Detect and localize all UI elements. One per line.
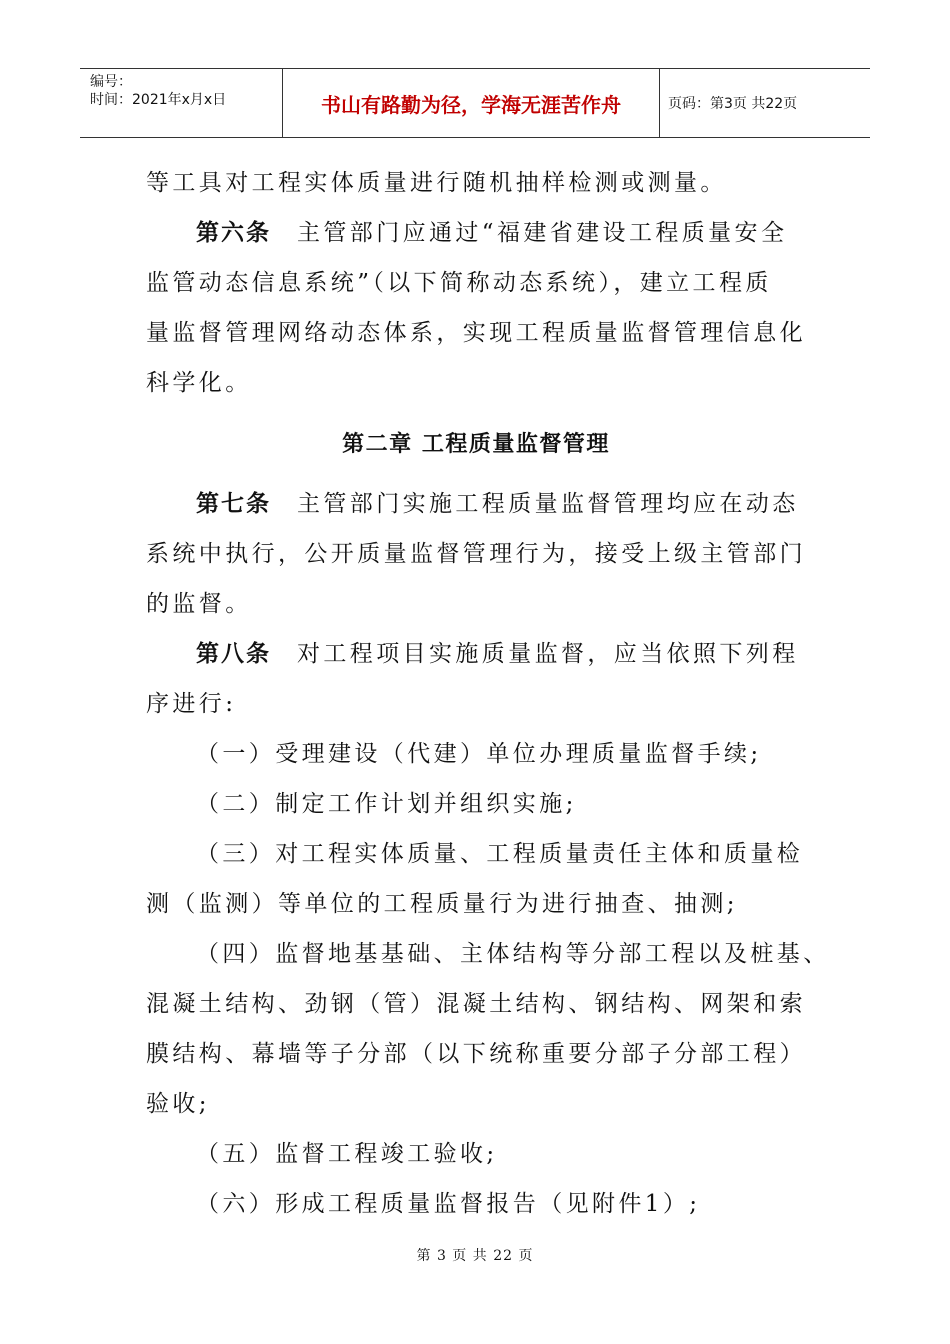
list-item: （四）监督地基基础、主体结构等分部工程以及桩基、: [196, 941, 830, 967]
chapter-heading: 第二章 工程质量监督管理: [342, 432, 610, 457]
list-item: （五）监督工程竣工验收;: [196, 1141, 498, 1167]
paragraph-line: 的监督。: [146, 591, 252, 617]
paragraph-text: 主管部门应通过“福建省建设工程质量安全: [297, 220, 788, 246]
list-item: （二）制定工作计划并组织实施;: [196, 791, 577, 817]
article-title: 第七条: [196, 491, 271, 517]
article-title: 第六条: [196, 220, 271, 246]
paragraph-line: 序进行:: [146, 691, 237, 717]
list-item-continuation: 验收;: [146, 1091, 210, 1117]
article-title: 第八条: [196, 641, 271, 667]
paragraph-text: 对工程项目实施质量监督，应当依照下列程: [297, 641, 799, 667]
list-item: （六）形成工程质量监督报告（见附件1）;: [196, 1191, 701, 1217]
header-page-info: 页码：第3页 共22页: [668, 96, 798, 112]
list-item-continuation: 测（监测）等单位的工程质量行为进行抽查、抽测;: [146, 891, 738, 917]
paragraph-line: 监管动态信息系统”（以下简称动态系统），建立工程质: [146, 270, 772, 296]
list-item-continuation: 膜结构、幕墙等子分部（以下统称重要分部子分部工程）: [146, 1041, 806, 1067]
header-meta: [80, 69, 282, 137]
list-item: （一）受理建设（代建）单位办理质量监督手续;: [196, 741, 762, 767]
article-7: [146, 479, 806, 529]
document-number-label: 编号：: [90, 74, 132, 90]
list-item-continuation: 混凝土结构、劲钢（管）混凝土结构、钢结构、网架和索: [146, 991, 806, 1017]
document-body: [146, 158, 830, 1229]
paragraph-line: 科学化。: [146, 370, 252, 396]
header-motto: 书山有路勤为径，学海无涯苦作舟: [282, 69, 660, 137]
paragraph-line: 系统中执行，公开质量监督管理行为，接受上级主管部门: [146, 541, 806, 567]
page-header: [80, 68, 870, 138]
list-item: （三）对工程实体质量、工程质量责任主体和质量检: [196, 841, 804, 867]
article-6: [146, 208, 806, 258]
paragraph-line: 量监督管理网络动态体系，实现工程质量监督管理信息化: [146, 320, 806, 346]
article-8: [146, 629, 806, 679]
paragraph: 等工具对工程实体质量进行随机抽样检测或测量。: [146, 170, 727, 196]
paragraph-text: 主管部门实施工程质量监督管理均应在动态: [297, 491, 799, 517]
page-footer: 第 3 页 共 22 页: [416, 1248, 534, 1264]
document-date: 时间：2021年x月x日: [90, 92, 227, 108]
